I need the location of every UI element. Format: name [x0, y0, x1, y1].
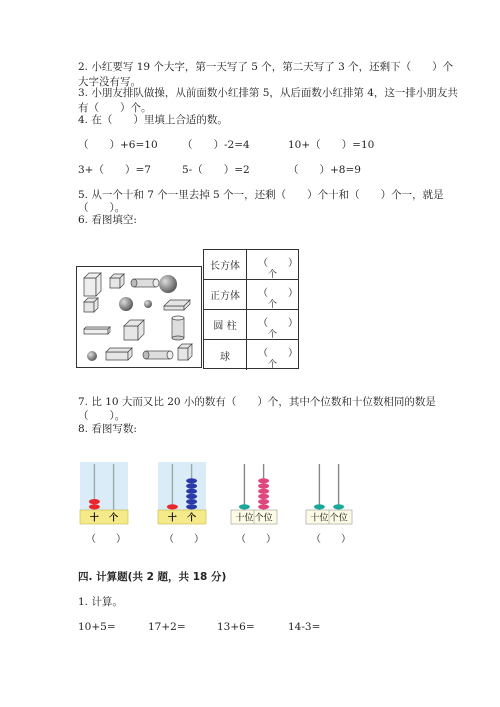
ones-bead	[258, 478, 269, 483]
row-label: 长方体	[204, 250, 247, 279]
tens-label: 十位	[310, 513, 329, 524]
abacus-background	[230, 462, 278, 510]
abacus-answer[interactable]: （ ）	[164, 534, 204, 545]
unit-label: 个	[268, 300, 278, 310]
table-row	[204, 250, 298, 280]
answer-paren: （ ）	[258, 258, 298, 269]
answer-cell[interactable]	[246, 280, 299, 309]
table-row	[204, 280, 298, 310]
tens-bead	[89, 504, 100, 509]
q5-line1: 5. 从一个十和 7 个一里去掉 5 个一，还剩（ ）个十和（ ）个一，就是	[78, 189, 444, 201]
abacus-answer[interactable]: （ ）	[236, 534, 276, 545]
ones-label: 个	[109, 513, 119, 524]
q4-r1-c1: （ ）+6=10	[78, 139, 158, 151]
calc-item[interactable]: 13+6=	[217, 621, 255, 633]
shape-count-table	[203, 249, 299, 369]
ones-label: 个位	[254, 513, 273, 524]
ones-bead	[258, 483, 269, 488]
cylinder-shape	[131, 279, 159, 287]
q6-title: 6. 看图填空:	[78, 214, 137, 226]
abacus-base	[158, 510, 206, 524]
ones-bead	[186, 504, 197, 509]
q4-title: 4. 在（ ）里填上合适的数。	[78, 114, 228, 126]
abacus-answer[interactable]: （ ）	[86, 534, 126, 545]
abacus	[230, 462, 278, 524]
ones-bead	[186, 494, 197, 499]
unit-label: 个	[268, 330, 278, 340]
abacus-background	[80, 462, 128, 510]
abacus-background	[305, 462, 353, 510]
ones-bead	[258, 499, 269, 504]
table-row	[204, 340, 298, 370]
cube-shape	[110, 274, 124, 288]
tens-bead	[89, 499, 100, 504]
section-title: 四. 计算题(共 2 题，共 18 分)	[78, 571, 227, 583]
row-label: 球	[204, 340, 247, 370]
q7-line2: （ ）。	[78, 410, 126, 422]
row-label: 圆 柱	[204, 310, 247, 339]
sphere-shape	[144, 300, 152, 308]
tens-label: 十	[89, 513, 99, 524]
solids-figure	[76, 266, 202, 368]
box-shape	[84, 327, 110, 334]
q4-r1-c2: （ ）-2=4	[182, 139, 250, 151]
tens-label: 十位	[235, 513, 254, 524]
abacus-answer[interactable]: （ ）	[311, 534, 351, 545]
q3-line1: 3. 小朋友排队做操，从前面数小红排第 5，从后面数小红排第 4，这一排小朋友共	[78, 87, 458, 99]
calc-item[interactable]: 10+5=	[78, 621, 116, 633]
q4-r2-c2: 5-（ ）=2	[182, 164, 250, 176]
ones-bead	[186, 499, 197, 504]
ones-bead	[258, 504, 269, 509]
answer-cell[interactable]	[246, 250, 299, 279]
answer-cell[interactable]	[246, 340, 299, 370]
abacus	[158, 462, 206, 524]
q2-line2: 大字没有写。	[78, 76, 141, 88]
q7-line1: 7. 比 10 大而又比 20 小的数有（ ）个，其中个位数和十位数相同的数是	[78, 396, 436, 408]
ones-bead	[333, 504, 344, 509]
sphere-shape	[119, 297, 133, 311]
answer-cell[interactable]	[246, 310, 299, 339]
answer-paren: （ ）	[258, 348, 298, 359]
q2-line1: 2. 小红要写 19 个大字，第一天写了 5 个，第二天写了 3 个，还剩下（ ）个	[78, 61, 454, 73]
q4-r1-c3: 10+（ ）=10	[288, 139, 375, 151]
ones-bead	[186, 489, 197, 494]
cube-shape	[178, 344, 192, 360]
calc-item[interactable]: 14-3=	[288, 621, 321, 633]
ones-label: 个位	[329, 513, 348, 524]
tens-label: 十	[167, 513, 177, 524]
ones-bead	[258, 489, 269, 494]
box-shape	[84, 273, 101, 296]
sphere-shape	[87, 351, 97, 361]
tens-bead	[167, 504, 178, 509]
abacus-background	[158, 462, 206, 510]
ones-bead	[186, 483, 197, 488]
ones-bead	[258, 494, 269, 499]
abacus	[305, 462, 353, 524]
tens-bead	[239, 504, 250, 509]
sphere-shape	[159, 275, 177, 293]
unit-label: 个	[268, 360, 278, 370]
answer-paren: （ ）	[258, 318, 298, 329]
unit-label: 个	[268, 270, 278, 280]
cylinder-shape	[172, 316, 184, 340]
q3-line2: 有（ ）个。	[78, 102, 152, 114]
cube-shape	[84, 298, 98, 312]
q8-title: 8. 看图写数:	[78, 423, 137, 435]
cube-shape	[124, 320, 144, 340]
row-label: 正方体	[204, 280, 247, 309]
tens-bead	[314, 504, 325, 509]
q4-r2-c3: （ ）+8=9	[288, 164, 361, 176]
abacus-base	[80, 510, 128, 524]
q4-r2-c1: 3+（ ）=7	[78, 164, 151, 176]
ones-label: 个	[187, 513, 197, 524]
table-row	[204, 310, 298, 340]
calc-title: 1. 计算。	[78, 596, 123, 608]
box-shape	[106, 348, 132, 360]
ones-bead	[186, 478, 197, 483]
abacus	[80, 462, 128, 524]
calc-item[interactable]: 17+2=	[148, 621, 186, 633]
answer-paren: （ ）	[258, 288, 298, 299]
q5-line2: （ ）。	[78, 202, 126, 214]
cylinder-shape	[143, 351, 173, 359]
